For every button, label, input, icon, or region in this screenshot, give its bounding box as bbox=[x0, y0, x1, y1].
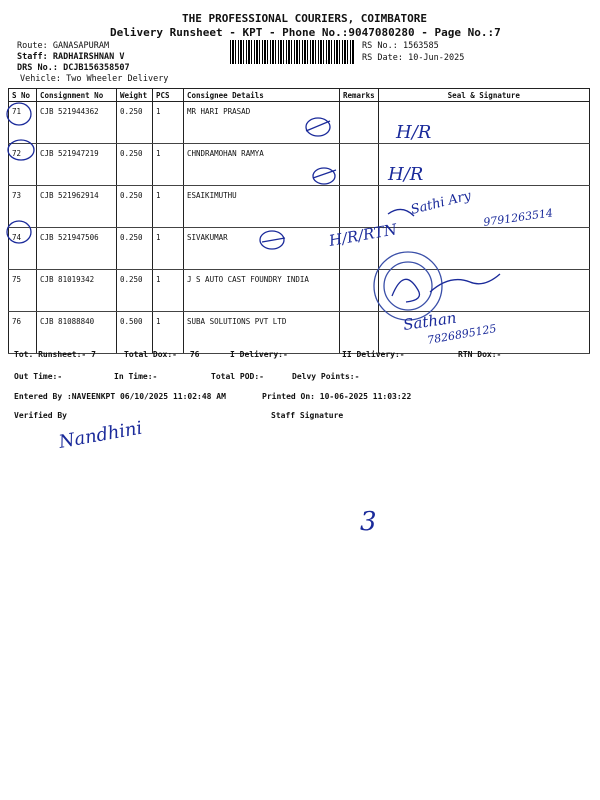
rs-date-value: 10-Jun-2025 bbox=[408, 53, 465, 63]
col-sno: S No bbox=[9, 89, 37, 102]
cell-sno: 71 bbox=[9, 102, 37, 144]
cell-weight: 0.500 bbox=[117, 312, 153, 354]
cell-signature bbox=[378, 228, 589, 270]
cell-remarks bbox=[340, 312, 379, 354]
out-time: Out Time:- bbox=[14, 372, 63, 381]
cell-weight: 0.250 bbox=[117, 144, 153, 186]
cell-consignee: CHNDRAMOHAN RAMYA bbox=[184, 144, 340, 186]
cell-consignee: J S AUTO CAST FOUNDRY INDIA bbox=[184, 270, 340, 312]
staff-line bbox=[17, 52, 125, 62]
cell-sno: 74 bbox=[9, 228, 37, 270]
signature-76: Sathan bbox=[402, 308, 458, 334]
total-dox-value: 76 bbox=[189, 350, 200, 359]
cell-consignment: CJB 521947219 bbox=[37, 144, 117, 186]
cell-weight: 0.250 bbox=[117, 186, 153, 228]
cell-remarks bbox=[340, 102, 379, 144]
cell-sno: 72 bbox=[9, 144, 37, 186]
signature-72: H/R bbox=[388, 164, 424, 185]
cell-consignee: SUBA SOLUTIONS PVT LTD bbox=[184, 312, 340, 354]
cell-remarks bbox=[340, 186, 379, 228]
rs-date-label: RS Date: bbox=[362, 53, 403, 63]
cell-remarks bbox=[340, 144, 379, 186]
drs-value: DCJB156358507 bbox=[63, 63, 130, 73]
in-time: In Time:- bbox=[114, 372, 158, 381]
rtn-dox: RTN Dox:- bbox=[458, 350, 502, 359]
verified-signature: Nandhini bbox=[57, 417, 144, 453]
phone-76: 7826895125 bbox=[426, 321, 498, 347]
total-pod: Total POD:- bbox=[211, 372, 264, 381]
cell-consignee: ESAIKIMUTHU bbox=[184, 186, 340, 228]
verified-by: Verified By bbox=[14, 411, 67, 420]
cell-weight: 0.250 bbox=[117, 102, 153, 144]
table-row bbox=[9, 312, 590, 354]
cell-consignment: CJB 521962914 bbox=[37, 186, 117, 228]
table-row bbox=[9, 186, 590, 228]
tot-runsheet: Tot. Runsheet:- 7 bbox=[14, 350, 96, 359]
col-consignee: Consignee Details bbox=[184, 89, 340, 102]
vehicle-line bbox=[20, 74, 168, 84]
vehicle-label: Vehicle: bbox=[20, 74, 61, 84]
cell-signature bbox=[378, 186, 589, 228]
col-remarks: Remarks bbox=[340, 89, 379, 102]
cell-weight: 0.250 bbox=[117, 228, 153, 270]
total-dox bbox=[124, 350, 199, 359]
cell-weight: 0.250 bbox=[117, 270, 153, 312]
staff-signature: Staff Signature bbox=[271, 411, 344, 420]
route-line bbox=[17, 41, 109, 51]
cell-pcs: 1 bbox=[153, 228, 184, 270]
cell-consignee: MR HARI PRASAD bbox=[184, 102, 340, 144]
route-value: GANASAPURAM bbox=[52, 41, 110, 51]
drs-label: DRS No.: bbox=[17, 63, 58, 73]
cell-pcs: 1 bbox=[153, 186, 184, 228]
phone-73: 9791263514 bbox=[482, 206, 554, 229]
signature-71: H/R bbox=[396, 122, 432, 143]
staff-label: Staff: bbox=[17, 52, 48, 62]
cell-signature bbox=[378, 312, 589, 354]
runsheet-table bbox=[8, 88, 590, 354]
cell-consignment: CJB 521944362 bbox=[37, 102, 117, 144]
printed-on: Printed On: 10-06-2025 11:03:22 bbox=[262, 392, 412, 401]
cell-consignment: CJB 81088840 bbox=[37, 312, 117, 354]
cell-consignment: CJB 521947506 bbox=[37, 228, 117, 270]
rs-no-line bbox=[362, 41, 439, 51]
rs-date-line bbox=[362, 53, 464, 63]
drs-line bbox=[17, 63, 130, 73]
vehicle-value: Two Wheeler Delivery bbox=[66, 74, 169, 84]
cell-remarks bbox=[340, 228, 379, 270]
table-row bbox=[9, 144, 590, 186]
col-signature: Seal & Signature bbox=[378, 89, 589, 102]
cell-pcs: 1 bbox=[153, 144, 184, 186]
runsheet-subtitle: Delivery Runsheet - KPT - Phone No.:9047080280 - Page No.:7 bbox=[110, 26, 501, 39]
cell-consignee: SIVAKUMAR bbox=[184, 228, 340, 270]
cell-sno: 76 bbox=[9, 312, 37, 354]
route-label: Route: bbox=[17, 41, 48, 51]
entered-by: Entered By :NAVEENKPT 06/10/2025 11:02:48 AM bbox=[14, 392, 226, 401]
total-dox-label: Total Dox:- bbox=[124, 350, 177, 359]
cell-sno: 75 bbox=[9, 270, 37, 312]
i-delivery: I Delivery:- bbox=[230, 350, 288, 359]
cell-sno: 73 bbox=[9, 186, 37, 228]
cell-signature bbox=[378, 102, 589, 144]
cell-pcs: 1 bbox=[153, 102, 184, 144]
rs-no-value: 1563585 bbox=[402, 41, 439, 51]
col-weight: Weight bbox=[117, 89, 153, 102]
ii-delivery: II Delivery:- bbox=[342, 350, 405, 359]
cell-signature bbox=[378, 270, 589, 312]
table-header-row bbox=[9, 89, 590, 102]
delvy-points: Delvy Points:- bbox=[292, 372, 360, 381]
table-row bbox=[9, 102, 590, 144]
cell-consignment: CJB 81019342 bbox=[37, 270, 117, 312]
barcode bbox=[230, 40, 354, 64]
col-pcs: PCS bbox=[153, 89, 184, 102]
cell-pcs: 1 bbox=[153, 270, 184, 312]
col-consignment: Consignment No bbox=[37, 89, 117, 102]
company-title: THE PROFESSIONAL COURIERS, COIMBATORE bbox=[182, 12, 428, 25]
rs-no-label: RS No.: bbox=[362, 41, 398, 51]
staff-value: RADHAIRSHNAN V bbox=[52, 52, 125, 62]
remark-74: H/R/RTN bbox=[327, 220, 399, 250]
page-mark: 3 bbox=[360, 507, 377, 537]
table-row bbox=[9, 228, 590, 270]
signature-73: Sathi Ary bbox=[409, 188, 473, 218]
cell-pcs: 1 bbox=[153, 312, 184, 354]
table-row bbox=[9, 270, 590, 312]
cell-remarks bbox=[340, 270, 379, 312]
cell-signature bbox=[378, 144, 589, 186]
